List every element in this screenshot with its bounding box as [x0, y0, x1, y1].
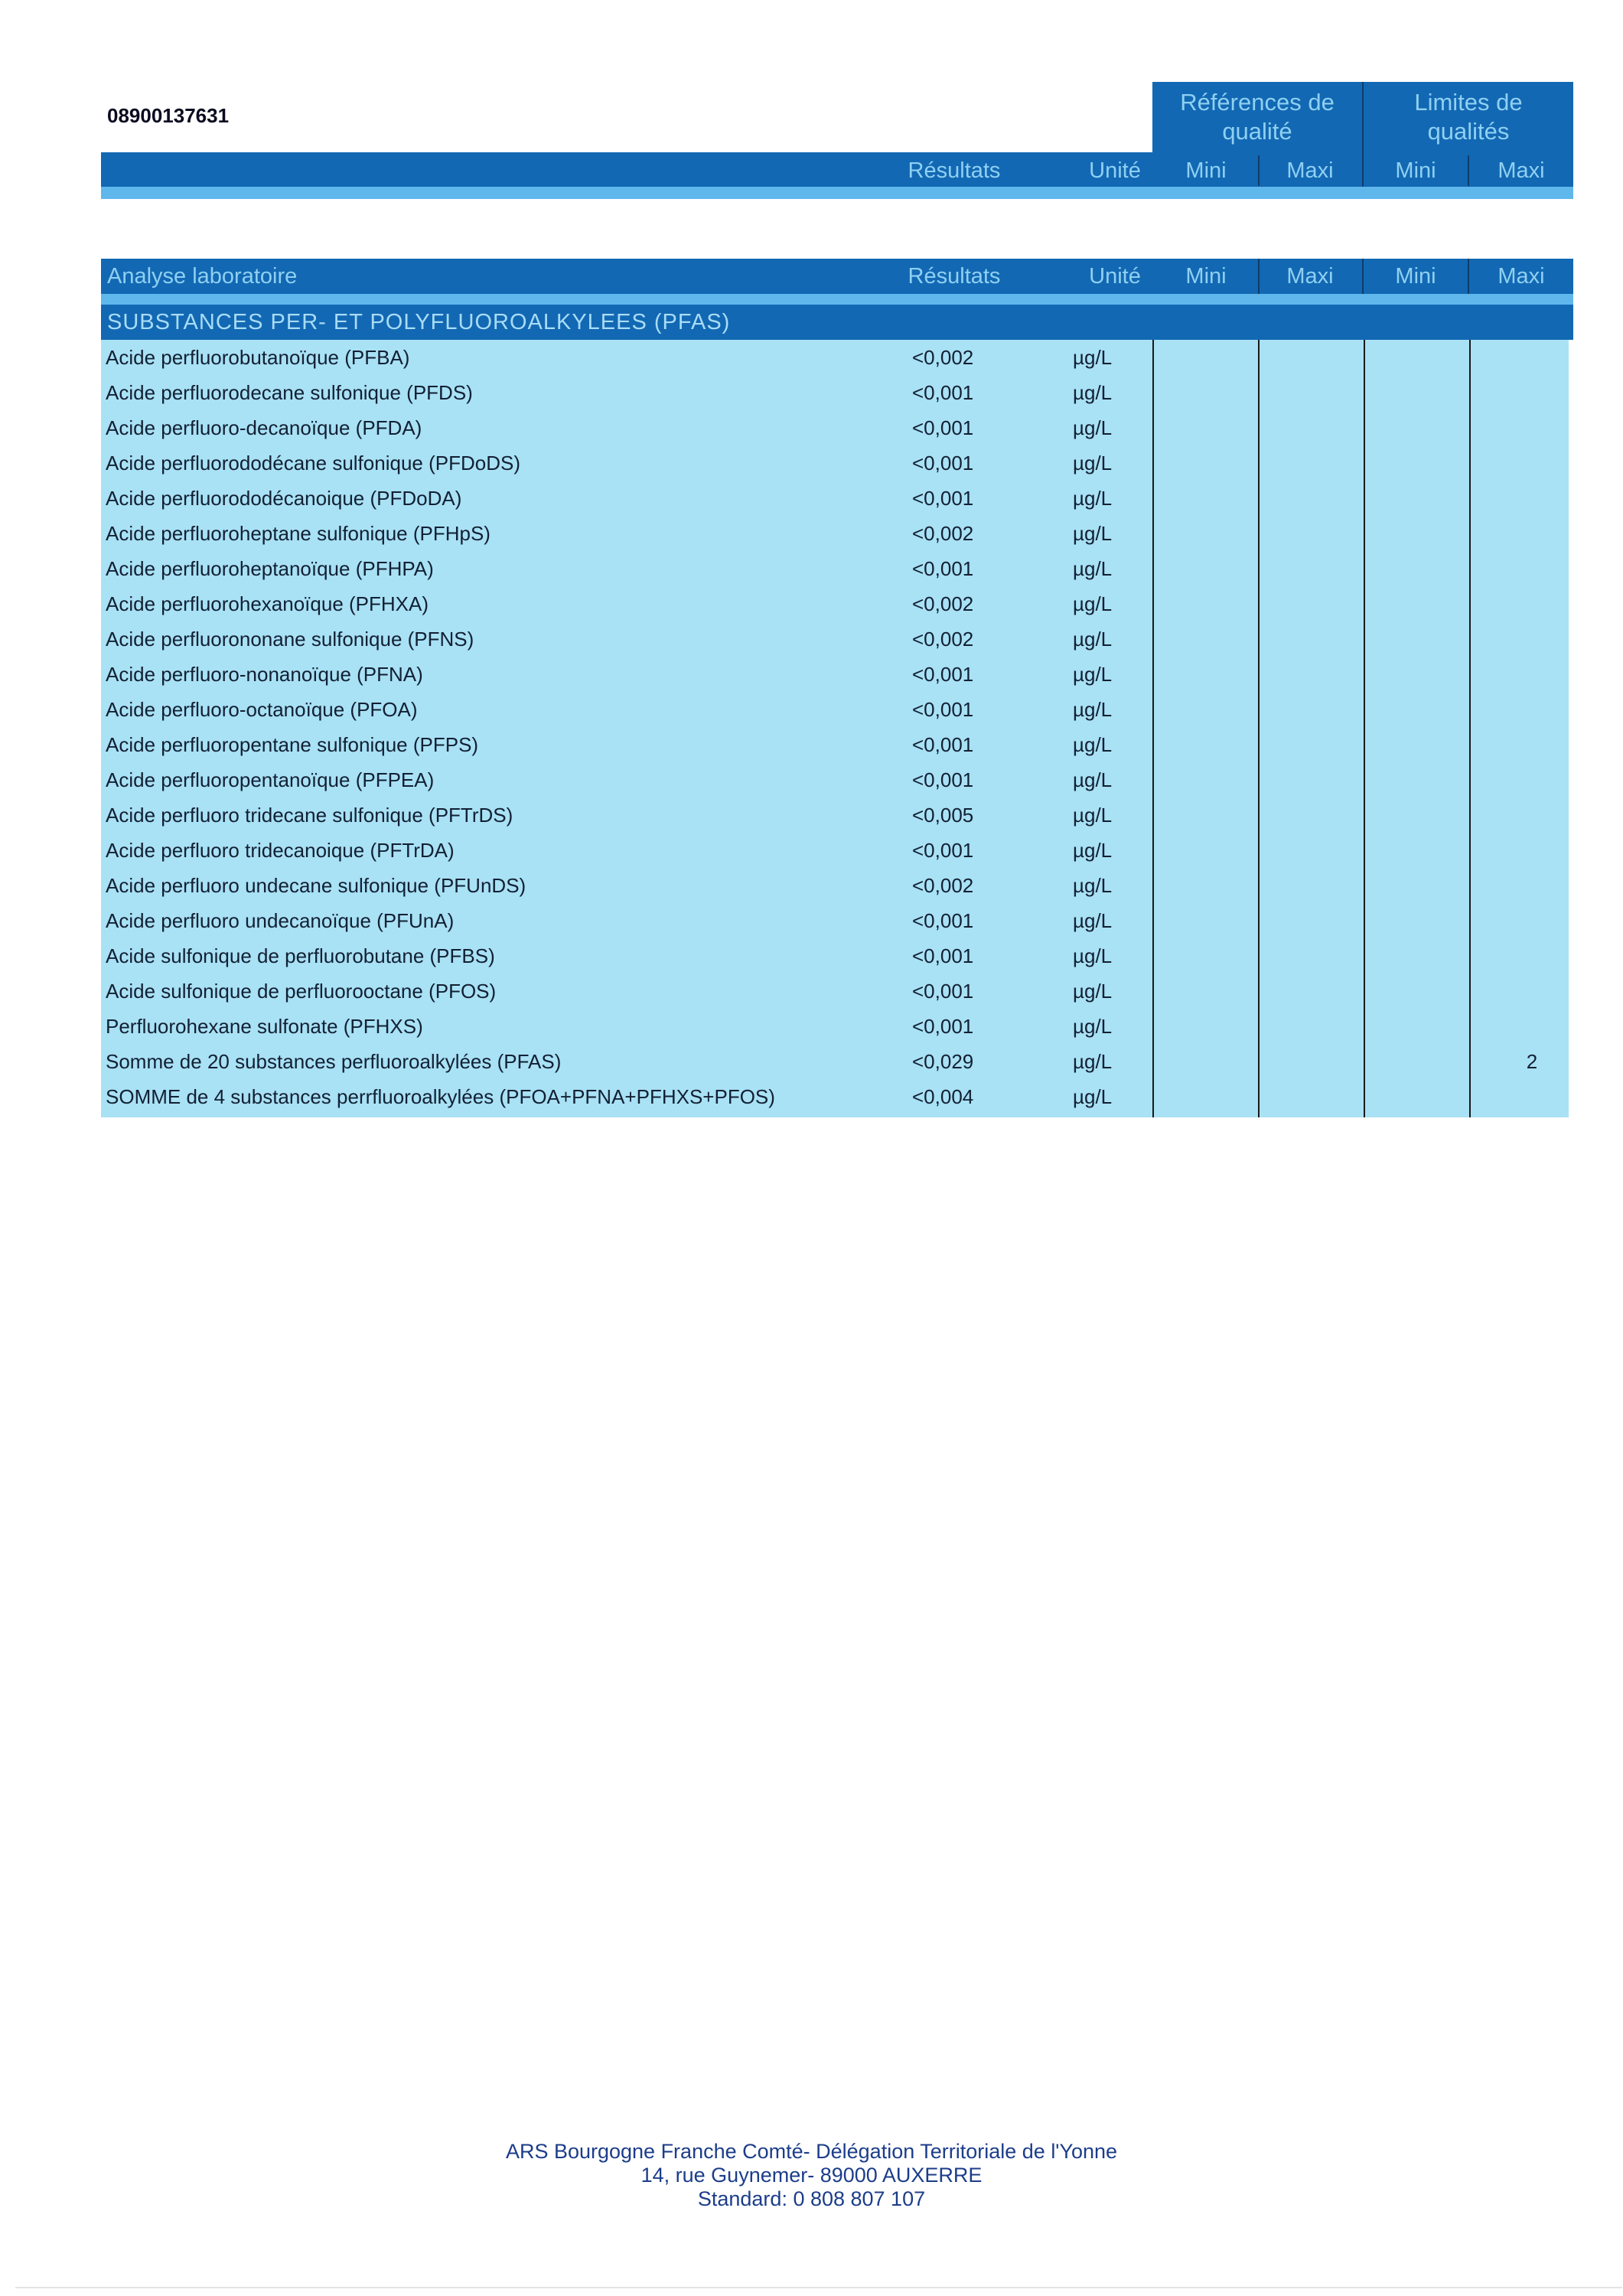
table-row: [101, 762, 1569, 797]
result-value: <0,001: [912, 557, 974, 580]
col-analyse-label: Analyse laboratoire: [107, 264, 298, 289]
result-value: <0,002: [912, 592, 974, 615]
table-row: [101, 445, 1569, 481]
table-row: [101, 621, 1569, 657]
result-value: <0,001: [912, 909, 974, 932]
unit-value: µg/L: [1073, 663, 1113, 686]
table-row: [101, 657, 1569, 692]
unit-value: µg/L: [1073, 698, 1113, 721]
substance-name: Acide perfluorononane sulfonique (PFNS): [106, 628, 474, 651]
substance-name: Acide perfluoroheptanoïque (PFHPA): [106, 557, 434, 580]
result-value: <0,001: [912, 839, 974, 862]
col-mini2-label: Mini: [1395, 264, 1436, 289]
footer-line-1: ARS Bourgogne Franche Comté- Délégation Territoriale de l'Yonne: [505, 2140, 1118, 2163]
table-row: [101, 1009, 1569, 1044]
result-value: <0,001: [912, 487, 974, 510]
divider: [1362, 259, 1364, 294]
substance-name: Acide perfluoro undecane sulfonique (PFUnDS): [106, 874, 526, 897]
result-value: <0,001: [912, 452, 974, 475]
unit-value: µg/L: [1073, 592, 1113, 615]
unit-value: µg/L: [1073, 557, 1113, 580]
unit-value: µg/L: [1073, 768, 1113, 791]
col-maxi2-label: Maxi: [1498, 264, 1545, 289]
result-value: <0,001: [912, 698, 974, 721]
table-row: [101, 551, 1569, 586]
column-line: [1152, 340, 1154, 1117]
section-title: SUBSTANCES PER- ET POLYFLUOROALKYLEES (PFAS): [101, 305, 1573, 340]
top-mini2-label: Mini: [1395, 158, 1436, 183]
ref-qualite-header: [1152, 82, 1362, 152]
unit-value: µg/L: [1073, 874, 1113, 897]
substance-name: Acide perfluorododécanoique (PFDoDA): [106, 487, 462, 510]
unit-value: µg/L: [1073, 416, 1113, 439]
substance-name: Acide perfluorodecane sulfonique (PFDS): [106, 381, 473, 404]
col-unite-label: Unité: [1089, 264, 1141, 289]
divider: [1362, 152, 1364, 190]
divider: [1258, 155, 1260, 186]
table-row: [101, 727, 1569, 762]
col-maxi1-label: Maxi: [1286, 264, 1334, 289]
table-row: [101, 1079, 1569, 1114]
substance-name: Acide perfluoro undecanoïque (PFUnA): [106, 909, 455, 932]
column-line: [1258, 340, 1260, 1117]
limit-max-value: 2: [1526, 1050, 1538, 1073]
unit-value: µg/L: [1073, 628, 1113, 651]
top-header-strip: [101, 187, 1573, 199]
unit-value: µg/L: [1073, 839, 1113, 862]
substance-name: Acide perfluoro tridecane sulfonique (PFTrDS): [106, 804, 513, 827]
limites-qualite-header: [1364, 82, 1573, 152]
footer-line-3: Standard: 0 808 807 107: [697, 2187, 926, 2210]
substance-name: Acide perfluoropentane sulfonique (PFPS): [106, 733, 479, 756]
unit-value: µg/L: [1073, 909, 1113, 932]
top-mini1-label: Mini: [1185, 158, 1227, 183]
table-row: [101, 375, 1569, 410]
top-resultats-label: Résultats: [908, 158, 1001, 183]
divider: [1468, 259, 1469, 294]
substance-name: Acide sulfonique de perfluorooctane (PFOS): [106, 980, 497, 1003]
column-line: [1469, 340, 1471, 1117]
unit-value: µg/L: [1073, 1050, 1113, 1073]
substance-name: Acide perfluorobutanoïque (PFBA): [106, 346, 410, 369]
col-resultats-label: Résultats: [908, 264, 1001, 289]
unit-value: µg/L: [1073, 522, 1113, 545]
table-row: [101, 797, 1569, 833]
table-header: [101, 259, 1573, 294]
page-bottom-rule: [15, 2287, 1622, 2288]
substance-name: Acide perfluoro-nonanoïque (PFNA): [106, 663, 423, 686]
column-line: [1364, 340, 1365, 1117]
table-row: [101, 340, 1569, 375]
substance-name: Acide perfluoro-decanoïque (PFDA): [106, 416, 422, 439]
table-row: [101, 1044, 1569, 1079]
substance-name: SOMME de 4 substances perrfluoroalkylées (PFOA+PFNA+PFHXS+PFOS): [106, 1085, 775, 1108]
result-value: <0,001: [912, 416, 974, 439]
unit-value: µg/L: [1073, 452, 1113, 475]
table-body: [101, 340, 1569, 1117]
result-value: <0,001: [912, 1015, 974, 1038]
table-header-strip: [101, 294, 1573, 305]
result-value: <0,002: [912, 628, 974, 651]
divider: [1468, 155, 1469, 186]
unit-value: µg/L: [1073, 733, 1113, 756]
col-mini1-label: Mini: [1185, 264, 1227, 289]
table-row: [101, 903, 1569, 938]
substance-name: Somme de 20 substances perfluoroalkylées (PFAS): [106, 1050, 562, 1073]
substance-name: Perfluorohexane sulfonate (PFHXS): [106, 1015, 423, 1038]
unit-value: µg/L: [1073, 1085, 1113, 1108]
substance-name: Acide sulfonique de perfluorobutane (PFBS): [106, 944, 495, 967]
ref-qualite-label: Références de qualité: [1180, 89, 1335, 145]
document-id: 08900137631: [107, 104, 230, 127]
result-value: <0,001: [912, 733, 974, 756]
table-row: [101, 692, 1569, 727]
top-maxi1-label: Maxi: [1286, 158, 1334, 183]
unit-value: µg/L: [1073, 980, 1113, 1003]
limites-qualite-label: Limites de qualités: [1414, 89, 1523, 145]
unit-value: µg/L: [1073, 944, 1113, 967]
substance-name: Acide perfluorohexanoïque (PFHXA): [106, 592, 429, 615]
substance-name: Acide perfluorododécane sulfonique (PFDoDS): [106, 452, 520, 475]
result-value: <0,002: [912, 522, 974, 545]
result-value: <0,004: [912, 1085, 974, 1108]
result-value: <0,005: [912, 804, 974, 827]
result-value: <0,002: [912, 346, 974, 369]
divider: [1258, 259, 1260, 294]
unit-value: µg/L: [1073, 381, 1113, 404]
table-row: [101, 868, 1569, 903]
result-value: <0,001: [912, 381, 974, 404]
substance-name: Acide perfluoropentanoïque (PFPEA): [106, 768, 435, 791]
table-row: [101, 410, 1569, 445]
top-unite-label: Unité: [1089, 158, 1141, 183]
table-row: [101, 833, 1569, 868]
result-value: <0,001: [912, 663, 974, 686]
result-value: <0,029: [912, 1050, 974, 1073]
footer-line-2: 14, rue Guynemer- 89000 AUXERRE: [640, 2164, 983, 2187]
result-value: <0,001: [912, 768, 974, 791]
table-row: [101, 586, 1569, 621]
unit-value: µg/L: [1073, 487, 1113, 510]
unit-value: µg/L: [1073, 804, 1113, 827]
substance-name: Acide perfluoro-octanoïque (PFOA): [106, 698, 418, 721]
result-value: <0,001: [912, 944, 974, 967]
unit-value: µg/L: [1073, 1015, 1113, 1038]
result-value: <0,002: [912, 874, 974, 897]
substance-name: Acide perfluoroheptane sulfonique (PFHpS): [106, 522, 490, 545]
substance-name: Acide perfluoro tridecanoique (PFTrDA): [106, 839, 455, 862]
table-row: [101, 481, 1569, 516]
top-maxi2-label: Maxi: [1498, 158, 1545, 183]
result-value: <0,001: [912, 980, 974, 1003]
table-row: [101, 516, 1569, 551]
footer: [0, 2140, 1623, 2211]
header-divider: [1362, 82, 1364, 152]
unit-value: µg/L: [1073, 346, 1113, 369]
table-row: [101, 974, 1569, 1009]
table-row: [101, 938, 1569, 974]
